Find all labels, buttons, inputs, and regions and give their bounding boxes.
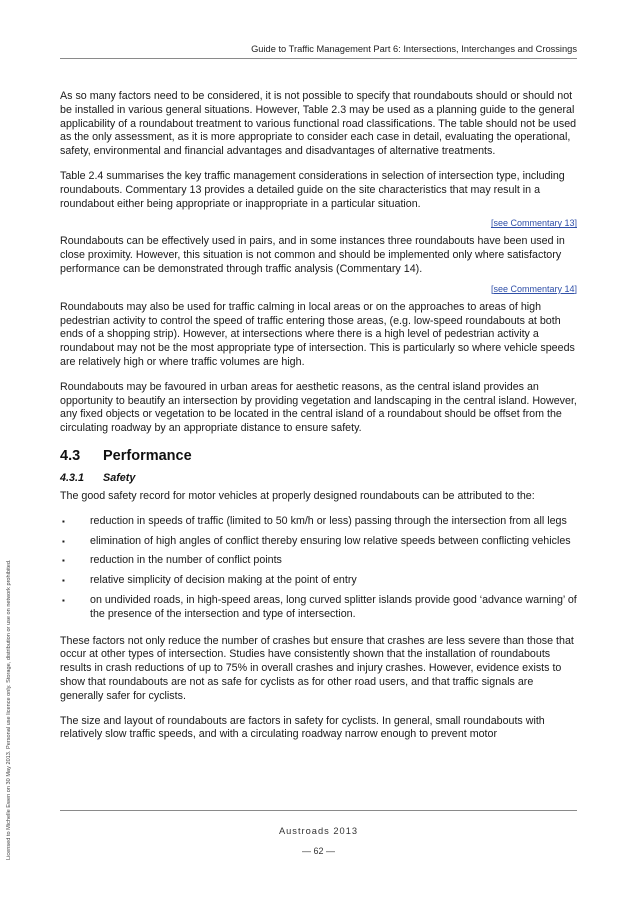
list-item-text: on undivided roads, in high-speed areas, long curved splitter islands provide good ‘advance warning’ of the presence of the intersection and type of intersection.	[90, 593, 577, 620]
paragraph-aesthetic: Roundabouts may be favoured in urban areas for aesthetic reasons, as the central island provides an opportunity to beautify an intersection by providing vegetation and landscaping in the central island. However, any fixed objects or vegetation to be located in the central island of a roundabout should be offset from the circulating roadway by an appropriate distance to ensure safety.	[60, 380, 577, 435]
section-number: 4.3	[60, 447, 81, 464]
bullet-icon: ▪	[62, 556, 65, 566]
safety-factor-list	[60, 515, 577, 622]
subsection-title: Safety	[103, 471, 136, 484]
bullet-icon: ▪	[62, 595, 65, 605]
list-item	[60, 594, 577, 622]
footer-divider	[60, 810, 577, 811]
paragraph-safety-intro: The good safety record for motor vehicles at properly designed roundabouts can be attributed to the:	[60, 489, 535, 502]
bullet-icon: ▪	[62, 536, 65, 546]
page-body	[60, 90, 577, 753]
paragraph-cyclists: The size and layout of roundabouts are factors in safety for cyclists. In general, small roundabouts with relatively slow traffic speeds, and with a circulating roadway narrow enough to prevent motor	[60, 714, 545, 741]
list-item	[60, 554, 577, 568]
footer-organisation: Austroads 2013	[278, 826, 359, 836]
paragraph-crash-reduction: These factors not only reduce the number of crashes but ensure that crashes are less severe than those that occur at other types of intersection. Studies have consistently shown that the installation of roundabouts results in crash reductions of up to 75% in overall crashes and injury crashes. However, evidence exists to show that roundabouts are not as safe for cyclists as for other road users, and that traffic signals are generally safer for cyclists.	[60, 634, 574, 702]
header-divider	[60, 58, 577, 59]
list-item	[60, 574, 577, 588]
list-item	[60, 535, 577, 549]
running-header: Guide to Traffic Management Part 6: Intersections, Interchanges and Crossings	[251, 44, 577, 54]
list-item-text: reduction in speeds of traffic (limited to 50 km/h or less) passing through the intersection from all legs	[90, 514, 567, 527]
paragraph-traffic-calming: Roundabouts may also be used for traffic calming in local areas or on the approaches to areas of high pedestrian activity to control the speed of traffic entering those areas, (e.g. low-speed roundabouts at both ends of a shopping strip). However, at intersections where there is a high level of pedestrian activity a roundabout may not be the most appropriate type of intersection. This is particularly so where vehicle speeds are relatively high or where traffic volumes are high.	[60, 300, 575, 368]
section-heading	[60, 447, 577, 465]
list-item-text: elimination of high angles of conflict thereby ensuring low relative speeds between conflicting vehicles	[90, 534, 571, 547]
page-number: — 62 —	[301, 846, 335, 856]
list-item-text: reduction in the number of conflict points	[90, 554, 282, 567]
licence-watermark: Licensed to Michelle Ewen on 30 May 2013. Personal use licence only. Storage, distribution or use on network prohibited.	[6, 559, 12, 860]
commentary-14-link[interactable]: [see Commentary 14]	[490, 283, 577, 294]
paragraph-pairs: Roundabouts can be effectively used in pairs, and in some instances three roundabouts have been used in close proximity. However, this situation is not common and should be implemented only where satisfactory performance can be demonstrated through traffic analysis (Commentary 14).	[60, 235, 565, 275]
paragraph-table-2-4: Table 2.4 summarises the key traffic management considerations in selection of intersection type, including roundabouts. Commentary 13 provides a detailed guide on the site characteristics that may result in a roundabout either being appropriate or inappropriate in a particular situation.	[60, 169, 565, 210]
bullet-icon: ▪	[62, 516, 65, 526]
bullet-icon: ▪	[62, 576, 65, 586]
commentary-14-ref	[60, 284, 577, 295]
subsection-heading	[60, 471, 577, 485]
section-title: Performance	[103, 447, 192, 464]
commentary-13-ref	[60, 218, 577, 229]
commentary-13-link[interactable]: [see Commentary 13]	[490, 218, 577, 229]
list-item	[60, 515, 577, 529]
paragraph-factors: As so many factors need to be considered, it is not possible to specify that roundabouts should or should not be installed in various general situations. However, Table 2.3 may be used as a planning guide to the general applicability of a roundabout treatment to various functional road classifications. The table should not be used as the only assessment, as it is more appropriate to consider each case in detail, evaluating the operational, safety, environmental and financial advantages and disadvantages of alternative treatments.	[60, 90, 577, 158]
list-item-text: relative simplicity of decision making at the point of entry	[90, 574, 357, 587]
subsection-number: 4.3.1	[60, 471, 85, 484]
